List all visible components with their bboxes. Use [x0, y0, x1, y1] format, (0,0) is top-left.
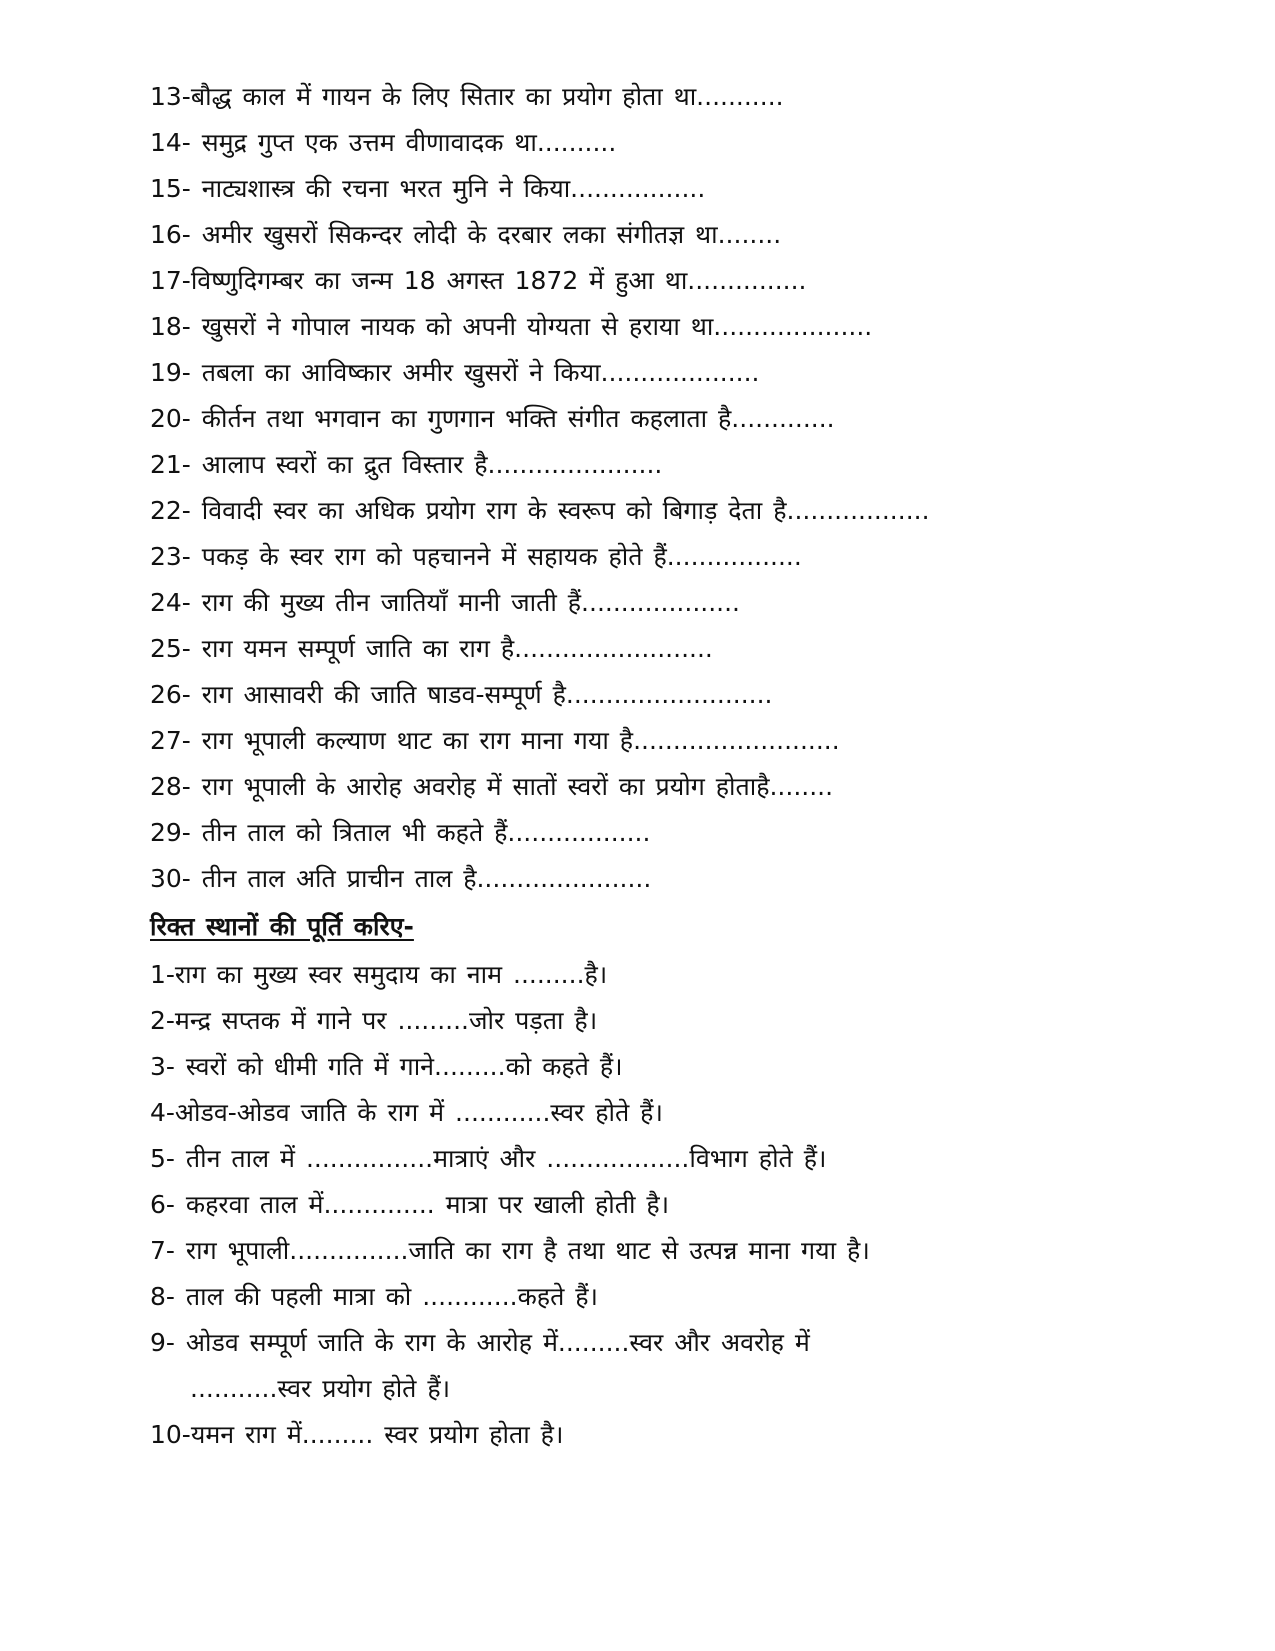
blank-question-1: 1-राग का मुख्य स्वर समुदाय का नाम .........है। [150, 960, 608, 989]
statement-29: 29- तीन ताल को त्रिताल भी कहते हैं.................. [150, 818, 651, 847]
blank-question-5: 5- तीन ताल में ................मात्राएं और ..................विभाग होते हैं। [150, 1144, 827, 1173]
statement-27: 27- राग भूपाली कल्याण थाट का राग माना गया है.......................... [150, 726, 840, 755]
statement-25: 25- राग यमन सम्पूर्ण जाति का राग है......................... [150, 634, 713, 663]
blank-question-4: 4-ओडव-ओडव जाति के राग में ............स्वर होते हैं। [150, 1098, 663, 1127]
statement-24: 24- राग की मुख्य तीन जातियाँ मानी जाती हैं.................... [150, 588, 740, 617]
statement-16: 16- अमीर खुसरों सिकन्दर लोदी के दरबार लका संगीतज्ञ था........ [150, 220, 782, 249]
statement-21: 21- आलाप स्वरों का द्रुत विस्तार है...................... [150, 450, 663, 479]
statement-13: 13-बौद्ध काल में गायन के लिए सितार का प्रयोग होता था........... [150, 82, 784, 111]
statement-14: 14- समुद्र गुप्त एक उत्तम वीणावादक था.......... [150, 128, 617, 157]
statement-18: 18- खुसरों ने गोपाल नायक को अपनी योग्यता से हराया था.................... [150, 312, 873, 341]
statement-17: 17-विष्णुदिगम्बर का जन्म 18 अगस्त 1872 में हुआ था............... [150, 266, 807, 295]
statement-15: 15- नाट्यशास्त्र की रचना भरत मुनि ने किया................. [150, 174, 706, 203]
fill-blanks-heading: रिक्त स्थानों की पूर्ति करिए- [150, 912, 414, 941]
blank-question-9-continued: ...........स्वर प्रयोग होते हैं। [190, 1374, 451, 1403]
blank-question-6: 6- कहरवा ताल में.............. मात्रा पर खाली होती है। [150, 1190, 670, 1219]
blank-question-3: 3- स्वरों को धीमी गति में गाने.........को कहते हैं। [150, 1052, 623, 1081]
blank-question-10: 10-यमन राग में......... स्वर प्रयोग होता है। [150, 1420, 564, 1449]
blank-question-9: 9- ओडव सम्पूर्ण जाति के राग के आरोह में.........स्वर और अवरोह में [150, 1328, 810, 1357]
statement-20: 20- कीर्तन तथा भगवान का गुणगान भक्ति संगीत कहलाता है............. [150, 404, 835, 433]
blank-question-8: 8- ताल की पहली मात्रा को ............कहते हैं। [150, 1282, 599, 1311]
statement-23: 23- पकड़ के स्वर राग को पहचानने में सहायक होते हैं................. [150, 542, 802, 571]
statement-28: 28- राग भूपाली के आरोह अवरोह में सातों स्वरों का प्रयोग होताहै........ [150, 772, 834, 801]
statement-19: 19- तबला का आविष्कार अमीर खुसरों ने किया.................... [150, 358, 760, 387]
blank-question-2: 2-मन्द्र सप्तक में गाने पर .........जोर पड़ता है। [150, 1006, 598, 1035]
statement-22: 22- विवादी स्वर का अधिक प्रयोग राग के स्वरूप को बिगाड़ देता है.................. [150, 496, 930, 525]
statement-26: 26- राग आसावरी की जाति षाडव-सम्पूर्ण है.......................... [150, 680, 773, 709]
blank-question-7: 7- राग भूपाली...............जाति का राग है तथा थाट से उत्पन्न माना गया है। [150, 1236, 870, 1265]
statement-30: 30- तीन ताल अति प्राचीन ताल है...................... [150, 864, 652, 893]
